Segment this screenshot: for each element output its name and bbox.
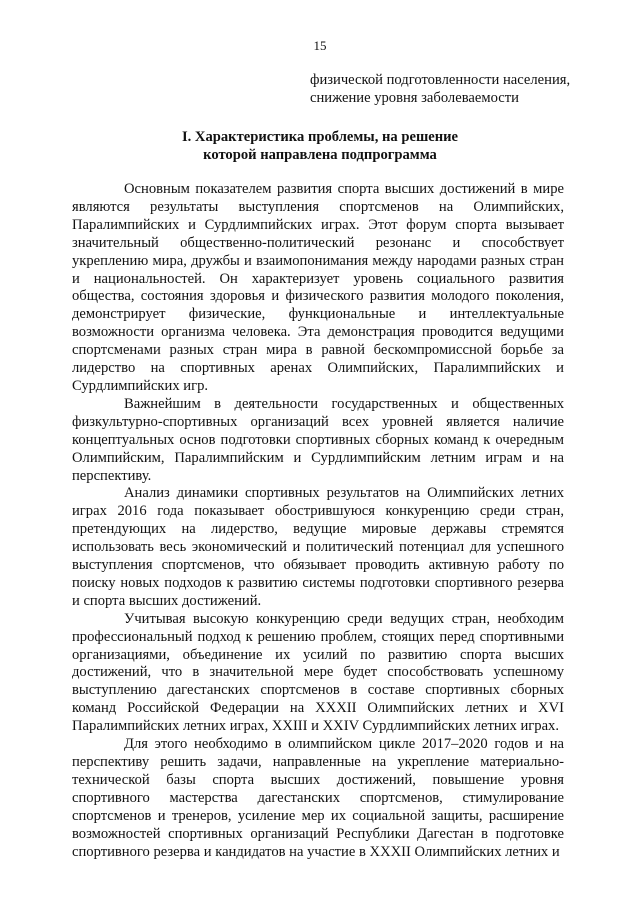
heading-line: которой направлена подпрограмма	[203, 146, 437, 163]
paragraph: Важнейшим в деятельности государственных и общественных физкультурно-спортивных организаций всех уровней является наличие концептуальных основ подготовки спортивных сборных команд к очередным Олимпийским, Паралимпийским и Сурдлимпийским летним играм и на перспективу.	[72, 395, 564, 484]
heading-line: I. Характеристика проблемы, на решение	[181, 129, 459, 145]
paragraph: Учитывая высокую конкуренцию среди ведущих стран, необходим профессиональный подход к решению проблем, стоящих перед спортивными организациями, объединение их усилий по развитию спорта высших достижений, что в значительной мере будет способствовать успешному выступлению дагестанских спортсменов в составе спортивных сборных команд Российской Федерации на XXXII Олимпийских летних и XVI Паралимпийских летних играх, XXIII и XXIV Сурдлимпийских летних играх.	[72, 610, 564, 735]
paragraph: Основным показателем развития спорта высших достижений в мире являются результаты выступления спортсменов на Олимпийских, Паралимпийских и Сурдлимпийских играх. Этот форум спорта вызывает значительный общественно-политический резонанс и способствует укреплению мира, дружбы и взаимопонимания между народами разных стран и национальностей. Он характеризует уровень социального развития общества, состояния здоровья и физического развития молодого поколения, демонстрирует физические, функциональные и интеллектуальные возможности организма человека. Эта демонстрация проводится ведущими спортсменами разных стран мира в равной бескомпромиссной борьбе за лидерство на спортивных аренах Олимпийских, Паралимпийских и Сурдлимпийских игр.	[72, 181, 564, 394]
fragment-line: физической подготовленности населения,	[310, 72, 571, 88]
fragment-line: снижение уровня заболеваемости	[310, 89, 519, 106]
page-number: 15	[313, 38, 327, 53]
paragraph: Анализ динамики спортивных результатов на Олимпийских летних играх 2016 года показывает обострившуюся конкуренцию среди стран, претендующих на лидерство, ведущие мировые державы стремятся использовать весь экономический и политический потенциал для успешного выступления спортсменов, что обязывает проводить активную работу по поиску новых подходов к развитию системы подготовки спортивного резерва и спорта высших достижений.	[72, 485, 564, 609]
section-heading	[0, 129, 640, 165]
document-body	[72, 181, 564, 861]
continuation-fragment	[310, 72, 610, 108]
paragraph: Для этого необходимо в олимпийском цикле 2017–2020 годов и на перспективу решить задачи, направленные на укрепление материально-технической базы спорта высших достижений, повышение уровня спортивного мастерства дагестанских спортсменов, стимулирование спортсменов и тренеров, усиление мер их социальной защиты, расширение возможностей спортивных организаций Республики Дагестан в подготовке спортивного резерва и кандидатов на участие в XXXII Олимпийских летних и	[72, 736, 564, 860]
